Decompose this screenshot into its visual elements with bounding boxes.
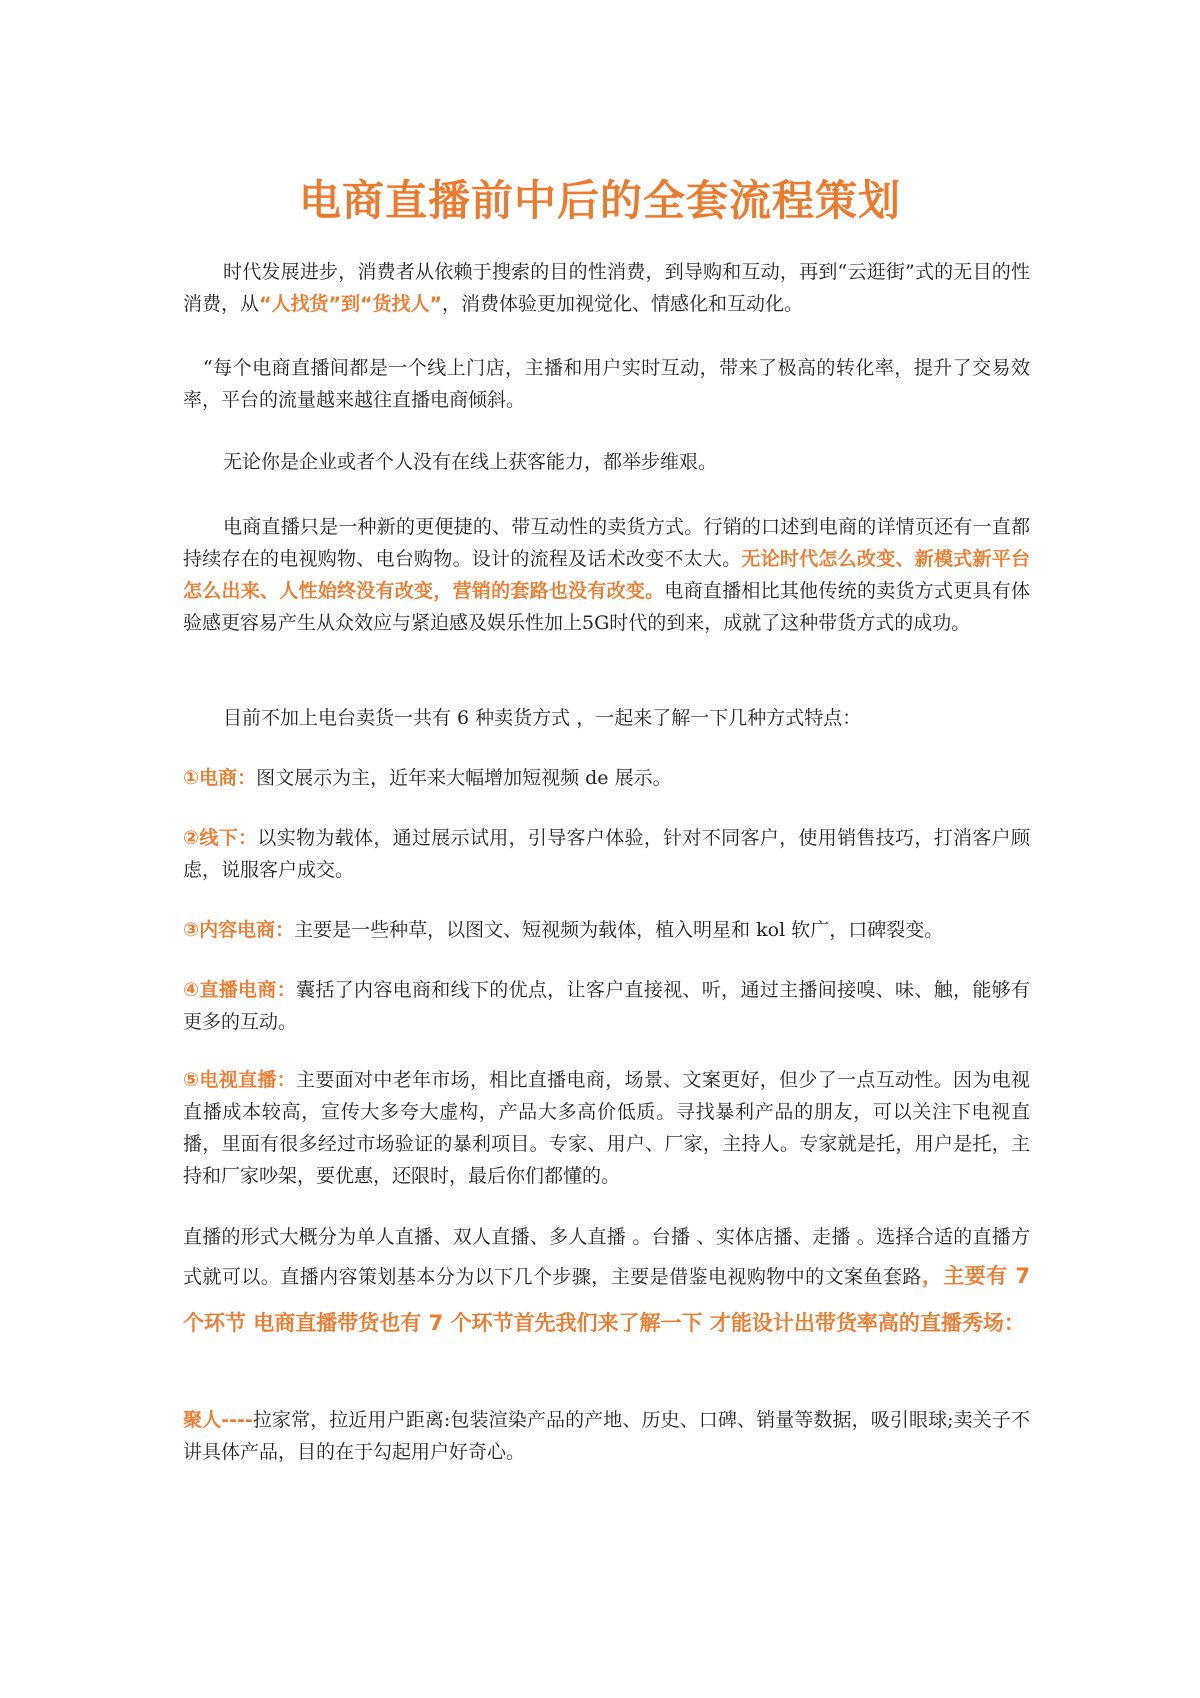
page-title: 电商直播前中后的全套流程策划 (298, 176, 901, 225)
list-item (183, 762, 1030, 794)
paragraph-7 (183, 1404, 1030, 1468)
item-text: 主要是一些种草，以图文、短视频为载体，植入明星和 kol 软广，口碑裂变。 (294, 919, 944, 941)
item-text: 主要面对中老年市场，相比直播电商，场景、文案更好，但少了一点互动性。因为电视直播成本较高，宣传大多夸大虚构，产品大多高价低质。寻找暴利产品的朋友，可以关注下电视直播，里面有很多经过市场验证的暴利项目。专家、用户、厂家，主持人。专家就是托，用户是托，主持和厂家吵架，要优惠，还限时，最后你们都懂的。 (183, 1069, 1030, 1187)
item-label: 聚人---- (183, 1409, 253, 1431)
item-label: ①电商： (183, 767, 257, 789)
item-label: ④直播电商： (183, 979, 297, 1001)
text: 直播的形式大概分为单人直播、双人直播、多人直播 。台播 、实体店播、走播 。选择合适的直播方式就可以。直播内容策划基本分为以下几个步骤，主要是借鉴电视购物中的文案鱼套路 (183, 1226, 1030, 1288)
paragraph-5: 目前不加上电台卖货一共有 6 种卖货方式 ，一起来了解一下几种方式特点： (223, 707, 862, 729)
paragraph-3: 无论你是企业或者个人没有在线上获客能力，都举步维艰。 (223, 451, 718, 473)
text: ，消费体验更加视觉化、情感化和互动化。 (441, 293, 803, 315)
item-text: 以实物为载体，通过展示试用，引导客户体验，针对不同客户，使用销售技巧，打消客户顾虑，说服客户成交。 (183, 827, 1030, 881)
paragraph-intro (183, 256, 1030, 320)
paragraph-6 (183, 1221, 1030, 1347)
text: 时代发展进步，消费者从依赖于搜索的目的性消费，到导购和互动，再到“云逛街”式的无目的性消费，从 (183, 261, 1030, 315)
item-text: 囊括了内容电商和线下的优点，让客户直接视、听，通过主播间接嗅、味、触，能够有更多的互动。 (183, 979, 1030, 1033)
list-item (183, 914, 1030, 946)
highlight-text: ，主要有 7 个环节 电商直播带货也有 7 个环节首先我们来了解一下 才能设计出带货率高的直播秀场： (183, 1264, 1030, 1335)
item-label: ②线下： (183, 827, 258, 849)
paragraph-4 (183, 511, 1030, 639)
item-label: ⑤电视直播： (183, 1069, 297, 1091)
list-item (183, 974, 1030, 1038)
text: 电商直播相比其他传统的卖货方式更具有体验感更容易产生从众效应与紧迫感及娱乐性加上5G时代的到来，成就了这种带货方式的成功。 (183, 580, 1030, 634)
list-item (183, 822, 1030, 886)
highlight-text: 无论时代怎么改变、新模式新平台怎么出来、人性始终没有改变，营销的套路也没有改变。 (183, 548, 1030, 602)
text: 电商直播只是一种新的更便捷的、带互动性的卖货方式。行销的口述到电商的详情页还有一直都持续存在的电视购物、电台购物。设计的流程及话术改变不太大。 (183, 516, 1030, 570)
highlight-text: “人找货”到“货找人” (259, 293, 442, 315)
item-text: 图文展示为主，近年来大幅增加短视频 de 展示。 (256, 767, 672, 789)
list-item (183, 1064, 1030, 1192)
item-label: ③内容电商： (183, 919, 295, 941)
paragraph-quote: “每个电商直播间都是一个线上门店，主播和用户实时互动，带来了极高的转化率，提升了交易效率，平台的流量越来越往直播电商倾斜。 (183, 357, 1030, 411)
item-text: 拉家常，拉近用户距离:包装渲染产品的产地、历史、口碑、销量等数据，吸引眼球;卖关子不讲具体产品，目的在于勾起用户好奇心。 (183, 1409, 1031, 1463)
